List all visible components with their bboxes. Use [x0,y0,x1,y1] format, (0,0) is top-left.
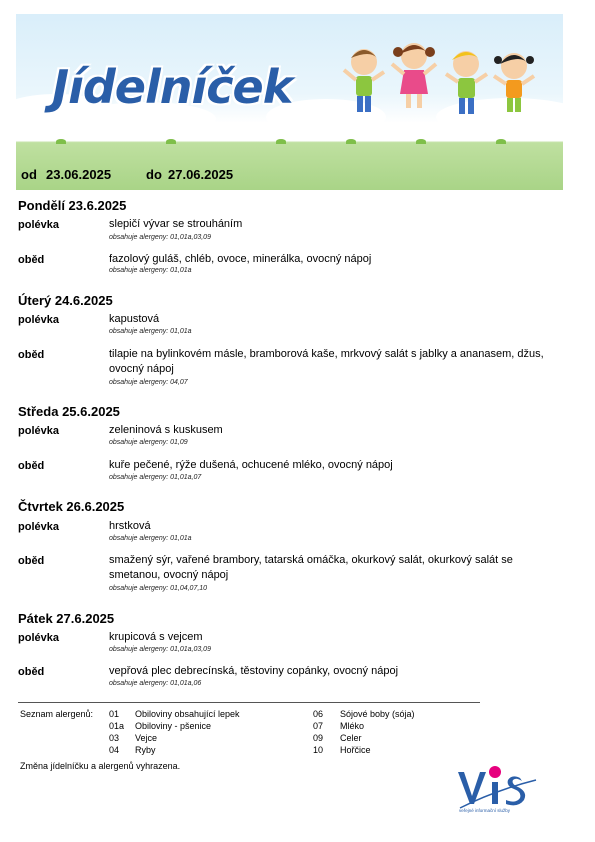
meal-label-soup: polévka [18,314,59,326]
logo-subtitle: veřejné informační služby [459,808,511,813]
header-banner [16,14,563,190]
allergen-name: Hořčice [340,745,371,755]
child-figure [392,43,436,108]
allergen-info: obsahuje alergeny: 01,01a,03,09 [109,234,211,241]
meal-text-soup: hrstková [109,520,151,532]
disclaimer-note: Změna jídelníčku a alergenů vyhrazena. [20,761,181,771]
from-date: 23.06.2025 [46,167,112,182]
meal-text-lunch: smažený sýr, vařené brambory, tatarská omáčka, okurkový salát, okurkový salát se smetanou, ovocný nápoj [109,554,513,581]
meal-text-lunch: kuře pečené, rýže dušená, ochucené mléko, ovocný nápoj [109,459,393,471]
child-figure [344,49,384,112]
to-date: 27.06.2025 [168,167,234,182]
allergen-code: 09 [313,733,324,743]
allergen-code: 10 [313,745,324,755]
grass-tuft [276,139,286,144]
grass-tuft [166,139,176,144]
allergen-name: Sójové boby (sója) [340,709,415,719]
page-title: Jídelníček [52,60,293,114]
meal-label-lunch: oběd [18,555,45,567]
allergen-name: Mléko [340,721,365,731]
allergen-code: 01a [109,721,125,731]
to-label: do [146,167,162,182]
meal-label-soup: polévka [18,632,59,644]
from-label: od [21,167,37,182]
day-title-monday: Pondělí 23.6.2025 [18,198,127,213]
day-title-wednesday: Středa 25.6.2025 [18,404,120,419]
divider [18,702,480,703]
children-illustration [342,34,542,134]
allergen-info: obsahuje alergeny: 01,09 [109,439,188,446]
allergen-name: Obiloviny - pšenice [135,721,212,731]
allergen-name: Ryby [135,745,156,755]
allergen-code: 01 [109,709,120,719]
child-figure [494,53,534,112]
meal-label-soup: polévka [18,219,59,231]
meal-text-soup: krupicová s vejcem [109,631,203,643]
meal-text-soup: slepičí vývar se strouháním [109,218,243,230]
meal-text-lunch: fazolový guláš, chléb, ovoce, minerálka, ovocný nápoj [109,253,372,265]
allergen-code: 06 [313,709,324,719]
allergen-info: obsahuje alergeny: 01,01a [109,328,192,335]
allergen-info: obsahuje alergeny: 01,01a,07 [109,474,202,481]
meal-label-lunch: oběd [18,666,45,678]
allergen-name: Obiloviny obsahující lepek [135,709,240,719]
meal-label-lunch: oběd [18,460,45,472]
allergen-info: obsahuje alergeny: 01,01a,06 [109,680,202,687]
meal-text-lunch: vepřová plec debrecínská, těstoviny copánky, ovocný nápoj [109,665,399,677]
day-title-thursday: Čtvrtek 26.6.2025 [18,499,125,514]
grass-tuft [346,139,356,144]
allergen-code: 03 [109,733,120,743]
meal-label-soup: polévka [18,425,59,437]
allergen-info: obsahuje alergeny: 01,04,07,10 [109,585,208,592]
day-title-tuesday: Úterý 24.6.2025 [18,293,113,308]
meal-text-soup: zeleninová s kuskusem [109,424,223,436]
allergen-info: obsahuje alergeny: 01,01a [109,535,192,542]
allergen-info: obsahuje alergeny: 04,07 [109,379,188,386]
allergen-code: 07 [313,721,324,731]
grass-tuft [496,139,506,144]
allergen-info: obsahuje alergeny: 01,01a [109,267,192,274]
meal-label-lunch: oběd [18,254,45,266]
day-title-friday: Pátek 27.6.2025 [18,611,115,626]
date-range [21,167,37,182]
meal-text-lunch: tilapie na bylinkovém másle, bramborová kaše, mrkvový salát s jablky a ananasem, džus, ovocný nápoj [109,348,544,375]
meal-label-soup: polévka [18,521,59,533]
meal-text-soup: kapustová [109,313,160,325]
allergen-name: Vejce [135,733,158,743]
allergen-code: 04 [109,745,120,755]
grass-tuft [56,139,66,144]
grass-tuft [416,139,426,144]
child-figure [446,51,487,114]
allergen-info: obsahuje alergeny: 01,01a,03,09 [109,646,211,653]
meal-label-lunch: oběd [18,349,45,361]
allergen-name: Celer [340,733,362,743]
allergen-legend-heading: Seznam alergenů: [20,709,94,719]
